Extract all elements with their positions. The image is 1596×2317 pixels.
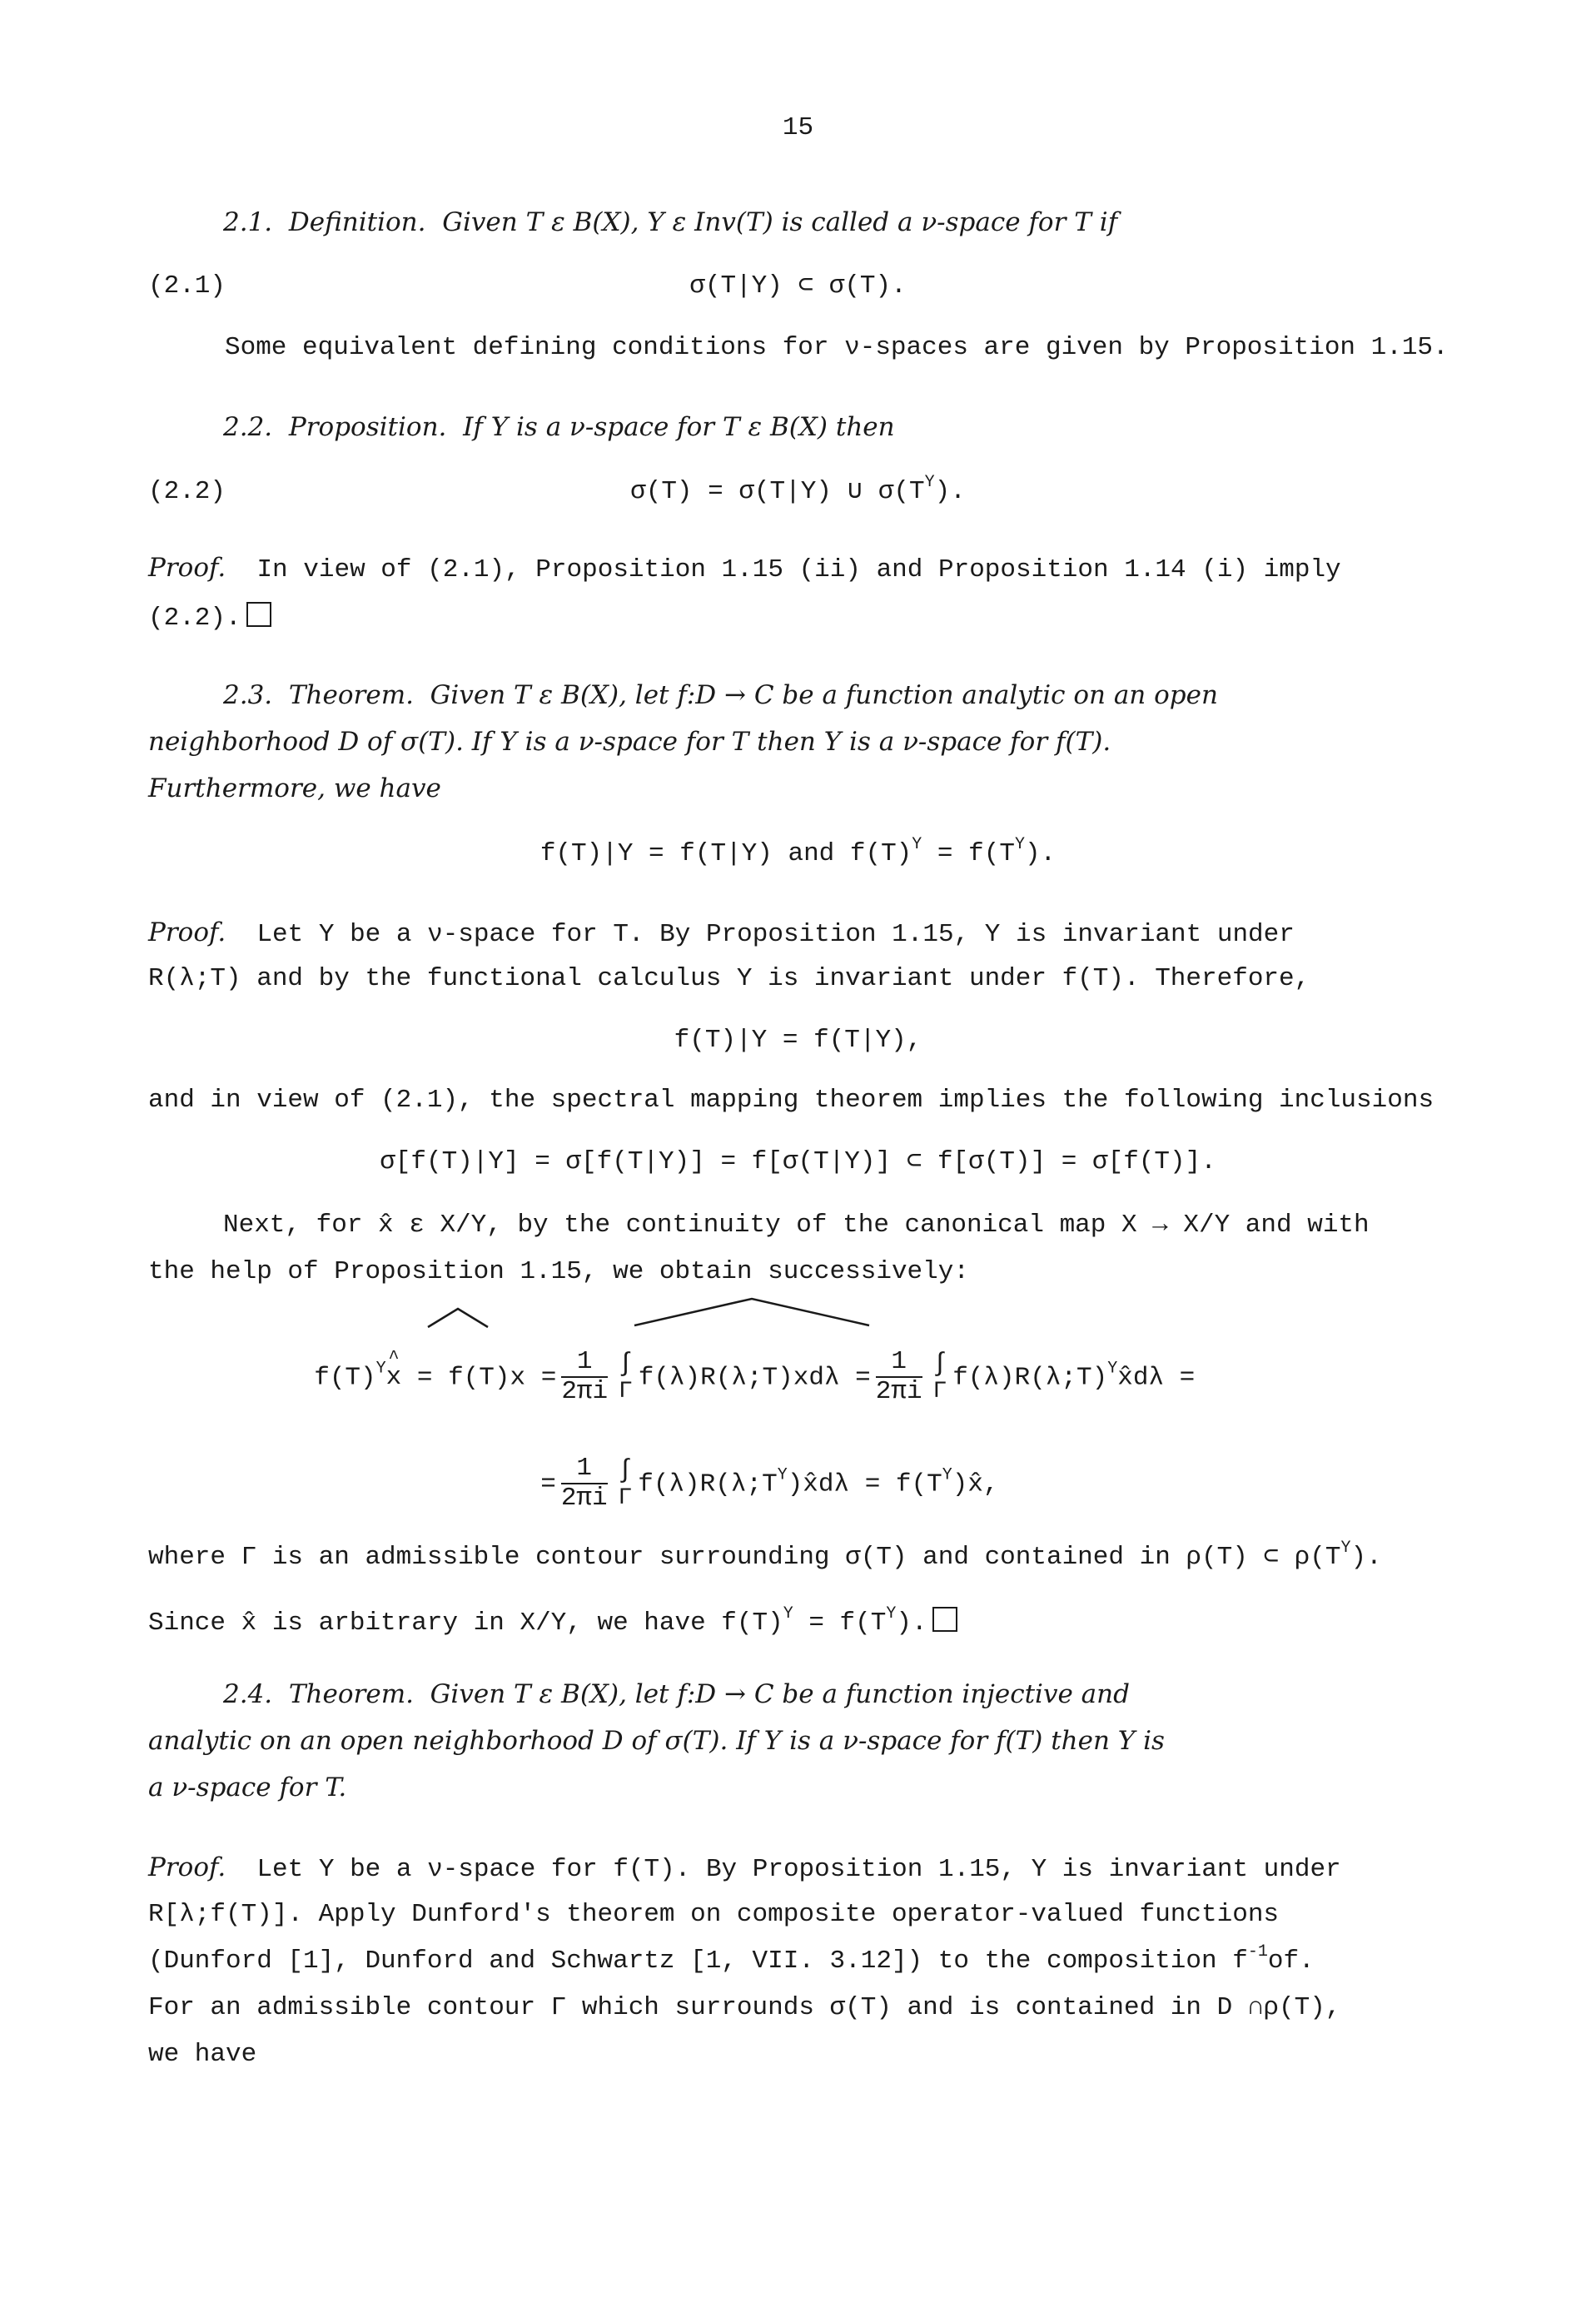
- equation-label-2-1: (2.1): [148, 271, 226, 301]
- equivalent-conditions-text: Some equivalent defining conditions for ν-spaces are given by Proposition 1.15.: [225, 333, 1449, 362]
- proof-label: Proof.: [148, 917, 226, 947]
- equation-label-2-2: (2.2): [148, 477, 226, 506]
- integral-icon: ∫ Γ: [618, 1349, 634, 1405]
- theorem-2-3-line2: neighborhood D of σ(T). If Y is a ν-space for T then Y is a ν-space for f(T).: [148, 727, 1111, 757]
- fraction: $\frac{1}{2\pi i}$: [561, 1347, 609, 1407]
- equation-2-2: σ(T) = σ(T|Y) ∪ $\sigma(T^Y)$.: [630, 473, 966, 506]
- theorem-2-4-line2: analytic on an open neighborhood D of σ(T). If Y is a ν-space for f(T) then Y is: [148, 1726, 1165, 1756]
- proposition-2-2-heading: [223, 412, 895, 442]
- fraction: $\frac{1}{2\pi i}$: [875, 1347, 922, 1407]
- proof-2-3-line3: and in view of (2.1), the spectral mapping theorem implies the following inclusions: [148, 1086, 1434, 1115]
- proof-2-3-equation3: $f(T)^Y\^{}$ x = f(T)x = $\frac{1}{2\pi i}$ ∫ Γ f(λ)R(λ;T)xdλ = $\frac{1}{2\pi i}$ ∫ Γ f(λ)R(λ;T)$^Y$x̂dλ =: [283, 1322, 1195, 1406]
- theorem-2-4-line3: a ν-space for T.: [148, 1773, 347, 1802]
- definition-number: 2.1.: [223, 207, 273, 237]
- proposition-number: 2.2.: [223, 412, 273, 442]
- proof-2-3-line1: Proof. Let Y be a ν-space for T. By Proposition 1.15, Y is invariant under: [148, 917, 1295, 949]
- proof-2-4-line3: (Dunford [1], Dunford and Schwartz [1, VII. 3.12]) to the composition $f^{-1}of$.: [148, 1942, 1315, 1976]
- qed-square-icon: [246, 602, 271, 627]
- proof-2-3-equation1: f(T)|Y = f(T|Y),: [674, 1026, 922, 1055]
- theorem-2-3-equation: f(T)|Y = f(T|Y) and $f(T)^Y = f(T^Y)$.: [539, 835, 1057, 868]
- proof-2-3-line2: R(λ;T) and by the functional calculus Y is invariant under f(T). Therefore,: [148, 964, 1310, 993]
- proof-2-2-line2: (2.2).: [148, 602, 271, 631]
- proof-2-3-equation2: σ[f(T)|Y] = σ[f(T|Y)] = f[σ(T|Y)] ⊂ f[σ(T)] = σ[f(T)].: [380, 1147, 1216, 1176]
- proof-2-3-line4: Next, for x̂ ε X/Y, by the continuity of the canonical map X → X/Y and with: [223, 1211, 1370, 1240]
- theorem-title: Theorem.: [288, 1679, 414, 1709]
- proposition-text: If Y is a ν-space for T ε B(X) then: [463, 412, 895, 442]
- fraction: $\frac{1}{2\pi i}$: [560, 1454, 608, 1514]
- definition-title: Definition.: [288, 207, 426, 237]
- qed-square-icon: [932, 1607, 957, 1632]
- definition-text: Given T ε B(X), Y ε Inv(T) is called a ν-space for T if: [442, 207, 1118, 237]
- proof-2-2-line1: Proof. In view of (2.1), Proposition 1.15 (ii) and Proposition 1.14 (i) imply: [148, 553, 1341, 584]
- proposition-title: Proposition.: [288, 412, 447, 442]
- proof-2-3-line5: the help of Proposition 1.15, we obtain successively:: [148, 1257, 969, 1286]
- theorem-number: 2.3.: [223, 680, 273, 710]
- proof-2-4-line5: we have: [148, 2040, 257, 2069]
- integral-icon: ∫ Γ: [617, 1455, 634, 1511]
- wide-hat-icon: [425, 1305, 491, 1329]
- integral-icon: ∫ Γ: [932, 1349, 948, 1405]
- theorem-number: 2.4.: [223, 1679, 273, 1709]
- theorem-2-4-line1: 2.4. Theorem. Given T ε B(X), let f:D → C be a function injective and: [223, 1679, 1130, 1709]
- equation-2-1: σ(T|Y) ⊂ σ(T).: [689, 271, 907, 301]
- proof-label: Proof.: [148, 553, 226, 583]
- proof-2-4-line4: For an admissible contour Γ which surrounds σ(T) and is contained in D ∩ρ(T),: [148, 1993, 1341, 2022]
- proof-2-4-line2: R[λ;f(T)]. Apply Dunford's theorem on composite operator-valued functions: [148, 1900, 1280, 1929]
- definition-2-1-heading: [223, 207, 1118, 237]
- theorem-title: Theorem.: [288, 680, 414, 710]
- theorem-2-3-line1: 2.3. Theorem. Given T ε B(X), let f:D → C be a function analytic on an open: [223, 680, 1218, 710]
- proof-label: Proof.: [148, 1852, 226, 1882]
- proof-2-3-line6: where Γ is an admissible contour surrounding σ(T) and contained in ρ(T) ⊂ $\rho(T^Y)$.: [148, 1539, 1382, 1572]
- page-number: 15: [782, 113, 814, 142]
- wide-hat-icon: [631, 1295, 873, 1329]
- proof-2-3-line7: Since x̂ is arbitrary in X/Y, we have $f(T)^Y = f(T^Y)$.: [148, 1607, 957, 1636]
- proof-2-3-equation4: = $\frac{1}{2\pi i}$ ∫ Γ $f(\lambda)R(\lambda;T^Y)x̂d\lambda$ = $f(T^Y)x̂$,: [540, 1454, 999, 1514]
- theorem-2-3-line3: Furthermore, we have: [148, 773, 441, 803]
- proof-2-4-line1: Proof. Let Y be a ν-space for f(T). By Proposition 1.15, Y is invariant under: [148, 1852, 1341, 1884]
